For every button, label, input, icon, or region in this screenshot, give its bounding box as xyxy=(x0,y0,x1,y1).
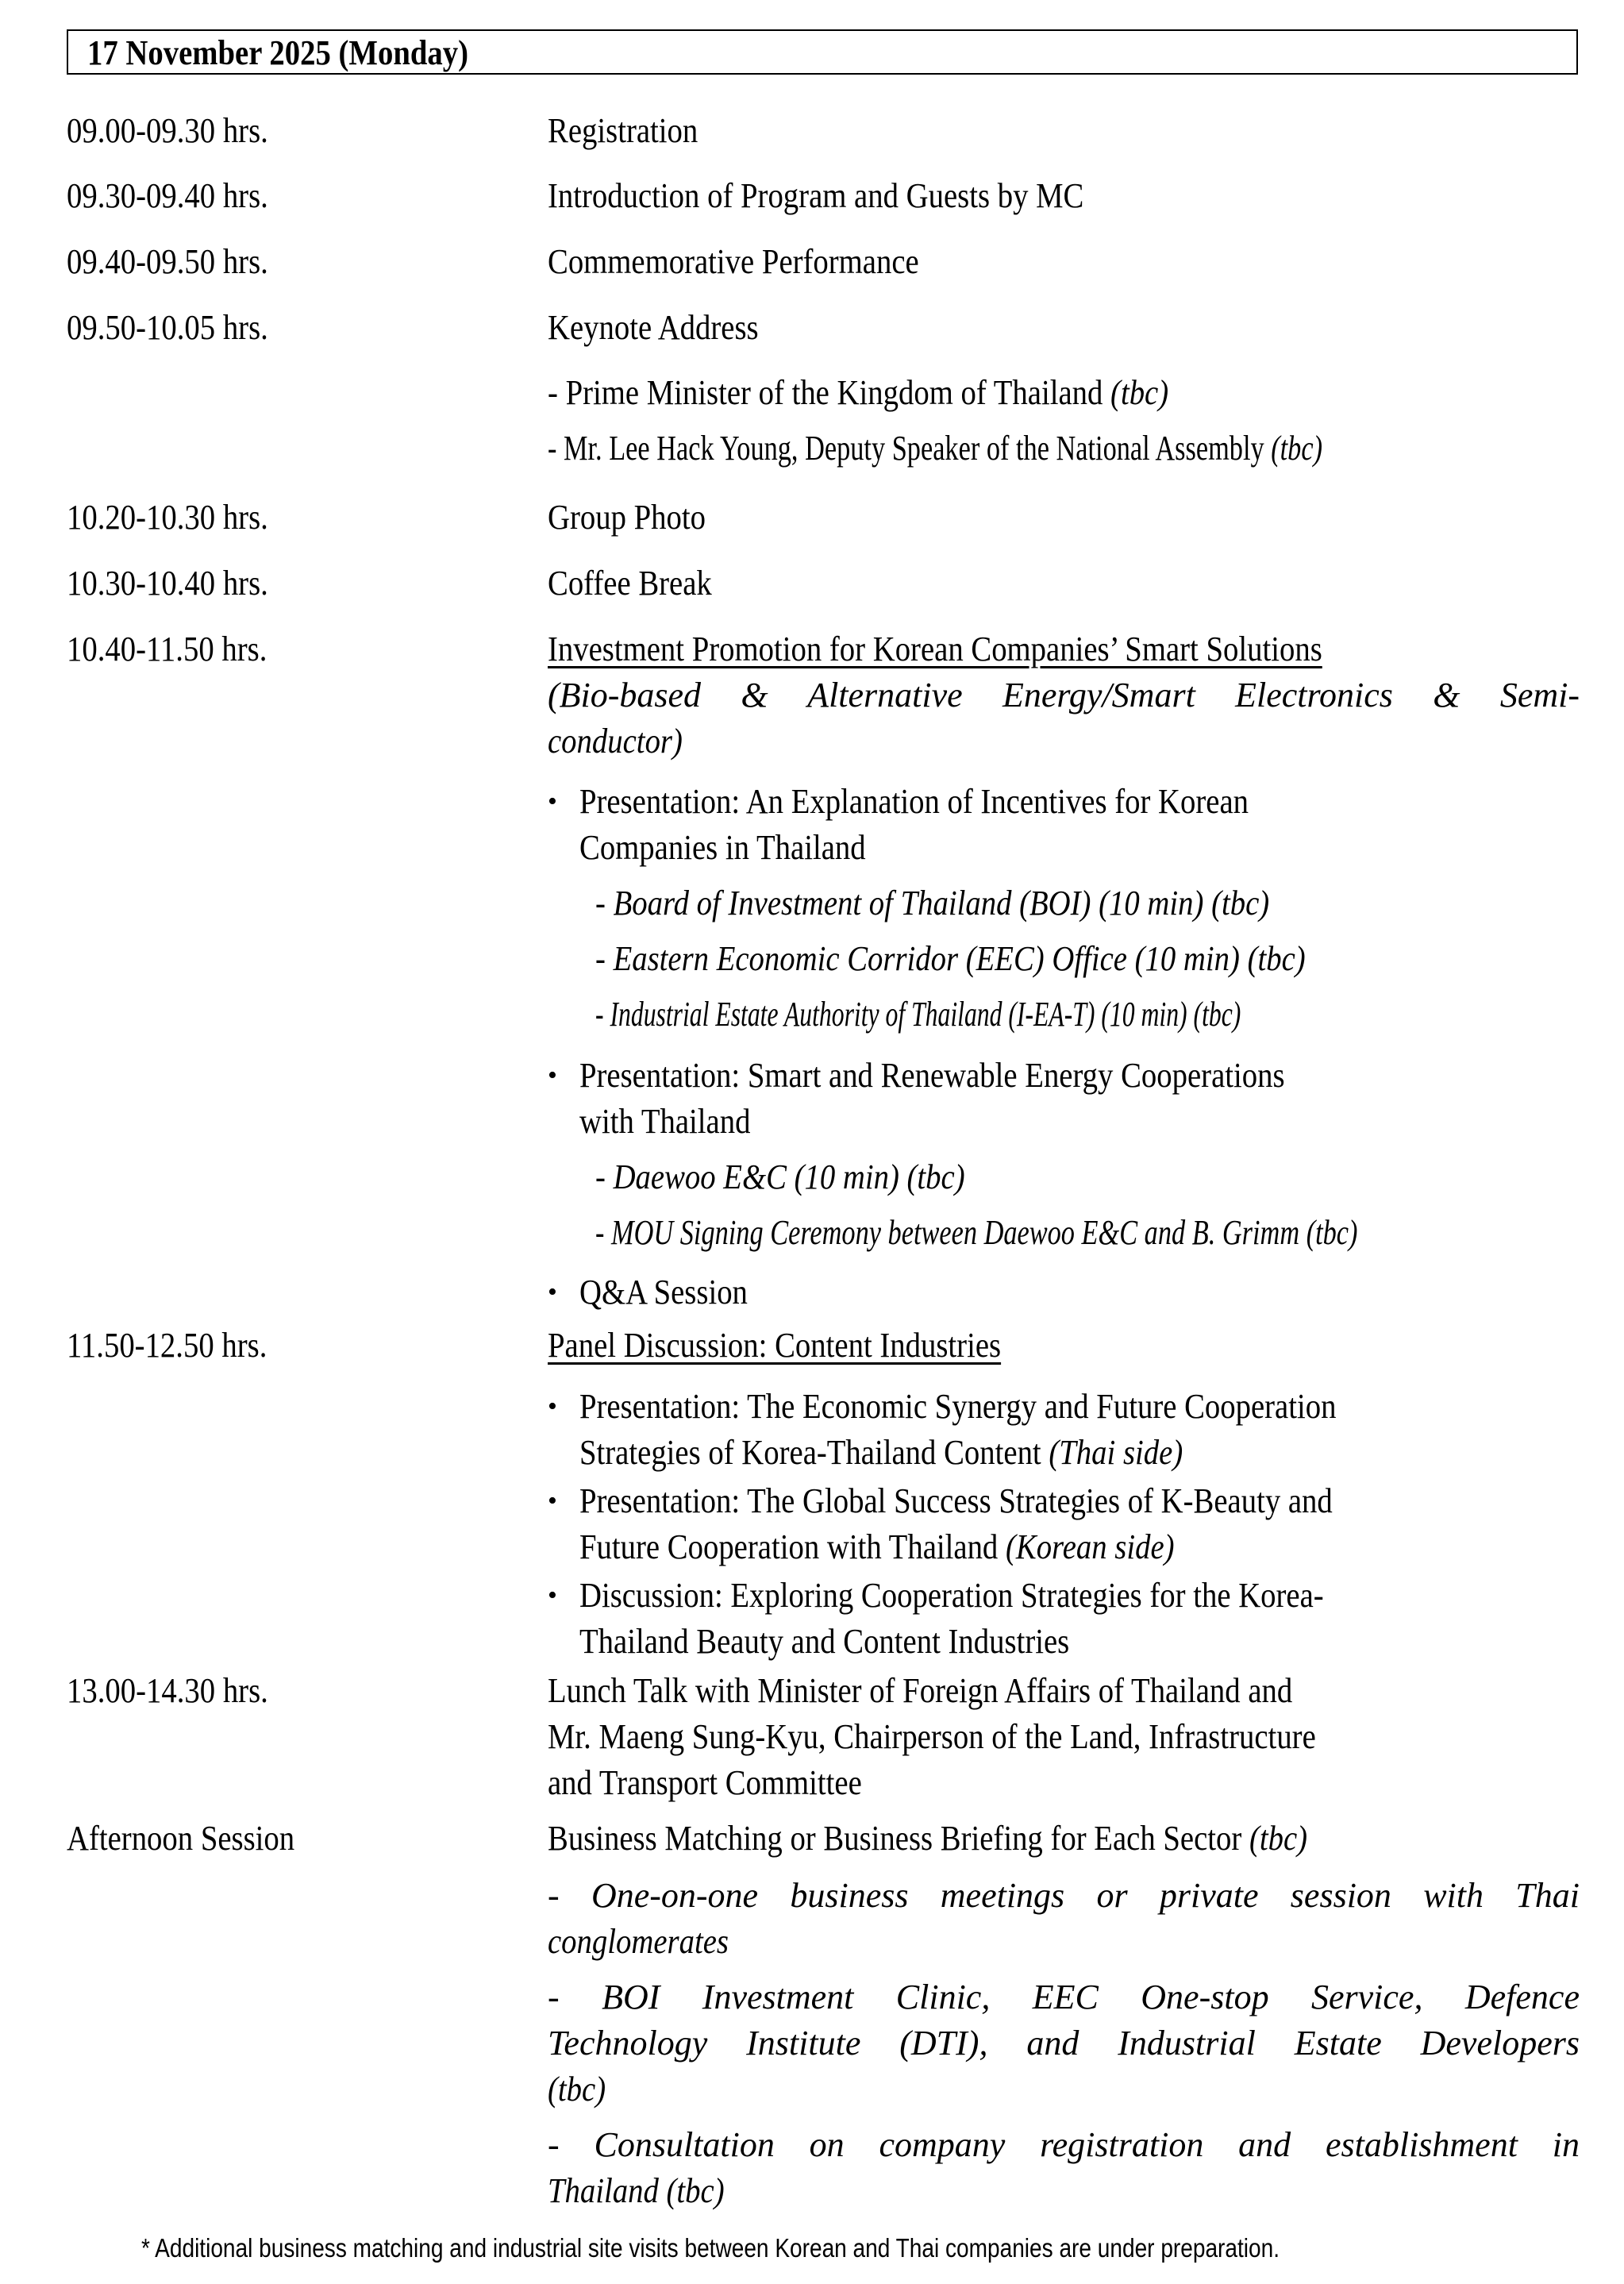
panel-item-2-line2 xyxy=(579,1527,1175,1567)
time-introduction: 09.30-09.40 hrs. xyxy=(67,176,268,215)
bullet-icon: • xyxy=(548,1277,557,1307)
item-investment-title: Investment Promotion for Korean Companies’ Smart Solutions xyxy=(548,630,1322,668)
time-lunch: 13.00-14.30 hrs. xyxy=(67,1671,268,1710)
date-heading: 17 November 2025 (Monday) xyxy=(87,33,469,72)
afternoon-title-text: Business Matching or Business Briefing for Each Sector xyxy=(548,1819,1242,1858)
afternoon-title-note: (tbc) xyxy=(1249,1819,1308,1858)
presentation-incentives-line2: Companies in Thailand xyxy=(579,828,866,867)
item-performance: Commemorative Performance xyxy=(548,242,919,281)
investment-subtitle-line2: conductor) xyxy=(548,722,683,761)
bullet-icon: • xyxy=(548,787,557,816)
bullet-icon: • xyxy=(548,1486,557,1516)
investment-subtitle-line1: (Bio-based & Alternative Energy/Smart Electronics & Semi- xyxy=(548,676,1580,714)
panel-item-3-line1: Discussion: Exploring Cooperation Strategies for the Korea- xyxy=(579,1576,1324,1615)
keynote-speaker-1-text: - Prime Minister of the Kingdom of Thailand xyxy=(548,373,1103,412)
keynote-speaker-1-note: (tbc) xyxy=(1110,373,1169,412)
keynote-speaker-1 xyxy=(548,373,1168,413)
presentation-energy-line2: with Thailand xyxy=(579,1102,751,1141)
afternoon-item-3-line1: - Consultation on company registration and establishment in xyxy=(548,2125,1580,2164)
item-panel-title: Panel Discussion: Content Industries xyxy=(548,1326,1002,1365)
time-keynote: 09.50-10.05 hrs. xyxy=(67,308,268,347)
keynote-speaker-2-text: - Mr. Lee Hack Young, Deputy Speaker of the National Assembly xyxy=(548,429,1264,468)
time-registration: 09.00-09.30 hrs. xyxy=(67,111,268,150)
afternoon-item-3-line2: Thailand (tbc) xyxy=(548,2171,725,2210)
presentation-energy-line1: Presentation: Smart and Renewable Energy Cooperations xyxy=(579,1056,1285,1095)
presenter-eec: - Eastern Economic Corridor (EEC) Office (10 min) (tbc) xyxy=(595,939,1306,978)
panel-item-1-note: (Thai side) xyxy=(1049,1433,1183,1472)
panel-item-2-text: Future Cooperation with Thailand xyxy=(579,1527,999,1566)
afternoon-title xyxy=(548,1819,1307,1858)
lunch-line1: Lunch Talk with Minister of Foreign Affairs of Thailand and xyxy=(548,1671,1293,1710)
panel-item-1-line2 xyxy=(579,1433,1183,1473)
panel-item-2-note: (Korean side) xyxy=(1005,1527,1175,1566)
time-panel: 11.50-12.50 hrs. xyxy=(67,1326,267,1365)
item-photo: Group Photo xyxy=(548,498,706,537)
keynote-speaker-2 xyxy=(548,429,1322,468)
panel-item-2-line1: Presentation: The Global Success Strategies of K-Beauty and xyxy=(579,1481,1333,1520)
afternoon-item-2-line1: - BOI Investment Clinic, EEC One-stop Service, Defence xyxy=(548,1978,1580,2016)
time-photo: 10.20-10.30 hrs. xyxy=(67,498,268,537)
item-introduction: Introduction of Program and Guests by MC xyxy=(548,176,1084,215)
presenter-ieat: - Industrial Estate Authority of Thailand (I-EA-T) (10 min) (tbc) xyxy=(595,995,1241,1034)
lunch-line2: Mr. Maeng Sung-Kyu, Chairperson of the Land, Infrastructure xyxy=(548,1717,1316,1756)
afternoon-item-2-line3: (tbc) xyxy=(548,2070,606,2109)
time-investment: 10.40-11.50 hrs. xyxy=(67,630,267,668)
item-registration: Registration xyxy=(548,111,698,150)
qa-session: Q&A Session xyxy=(579,1273,748,1311)
time-afternoon: Afternoon Session xyxy=(67,1819,295,1858)
afternoon-item-1-line2: conglomerates xyxy=(548,1922,729,1961)
panel-item-1-line1: Presentation: The Economic Synergy and Future Cooperation xyxy=(579,1387,1337,1426)
footnote: * Additional business matching and industrial site visits between Korean and Thai companies are under preparation. xyxy=(141,2233,1280,2263)
item-coffee: Coffee Break xyxy=(548,564,712,603)
afternoon-item-2-line2: Technology Institute (DTI), and Industrial Estate Developers xyxy=(548,2024,1580,2063)
bullet-icon: • xyxy=(548,1061,557,1090)
keynote-speaker-2-note: (tbc) xyxy=(1271,429,1323,468)
bullet-icon: • xyxy=(548,1392,557,1421)
date-header-box xyxy=(67,29,1578,75)
mou-signing: - MOU Signing Ceremony between Daewoo E&C and B. Grimm (tbc) xyxy=(595,1213,1358,1252)
time-performance: 09.40-09.50 hrs. xyxy=(67,242,268,281)
bullet-icon: • xyxy=(548,1581,557,1610)
afternoon-item-1-line1: - One-on-one business meetings or private session with Thai xyxy=(548,1876,1580,1915)
panel-item-1-text: Strategies of Korea-Thailand Content xyxy=(579,1433,1041,1472)
lunch-line3: and Transport Committee xyxy=(548,1763,862,1802)
time-coffee: 10.30-10.40 hrs. xyxy=(67,564,268,603)
presentation-incentives-line1: Presentation: An Explanation of Incentives for Korean xyxy=(579,782,1249,821)
presenter-daewoo: - Daewoo E&C (10 min) (tbc) xyxy=(595,1157,965,1196)
item-keynote: Keynote Address xyxy=(548,308,759,347)
panel-item-3-line2: Thailand Beauty and Content Industries xyxy=(579,1622,1070,1661)
presenter-boi: - Board of Investment of Thailand (BOI) (10 min) (tbc) xyxy=(595,884,1270,922)
